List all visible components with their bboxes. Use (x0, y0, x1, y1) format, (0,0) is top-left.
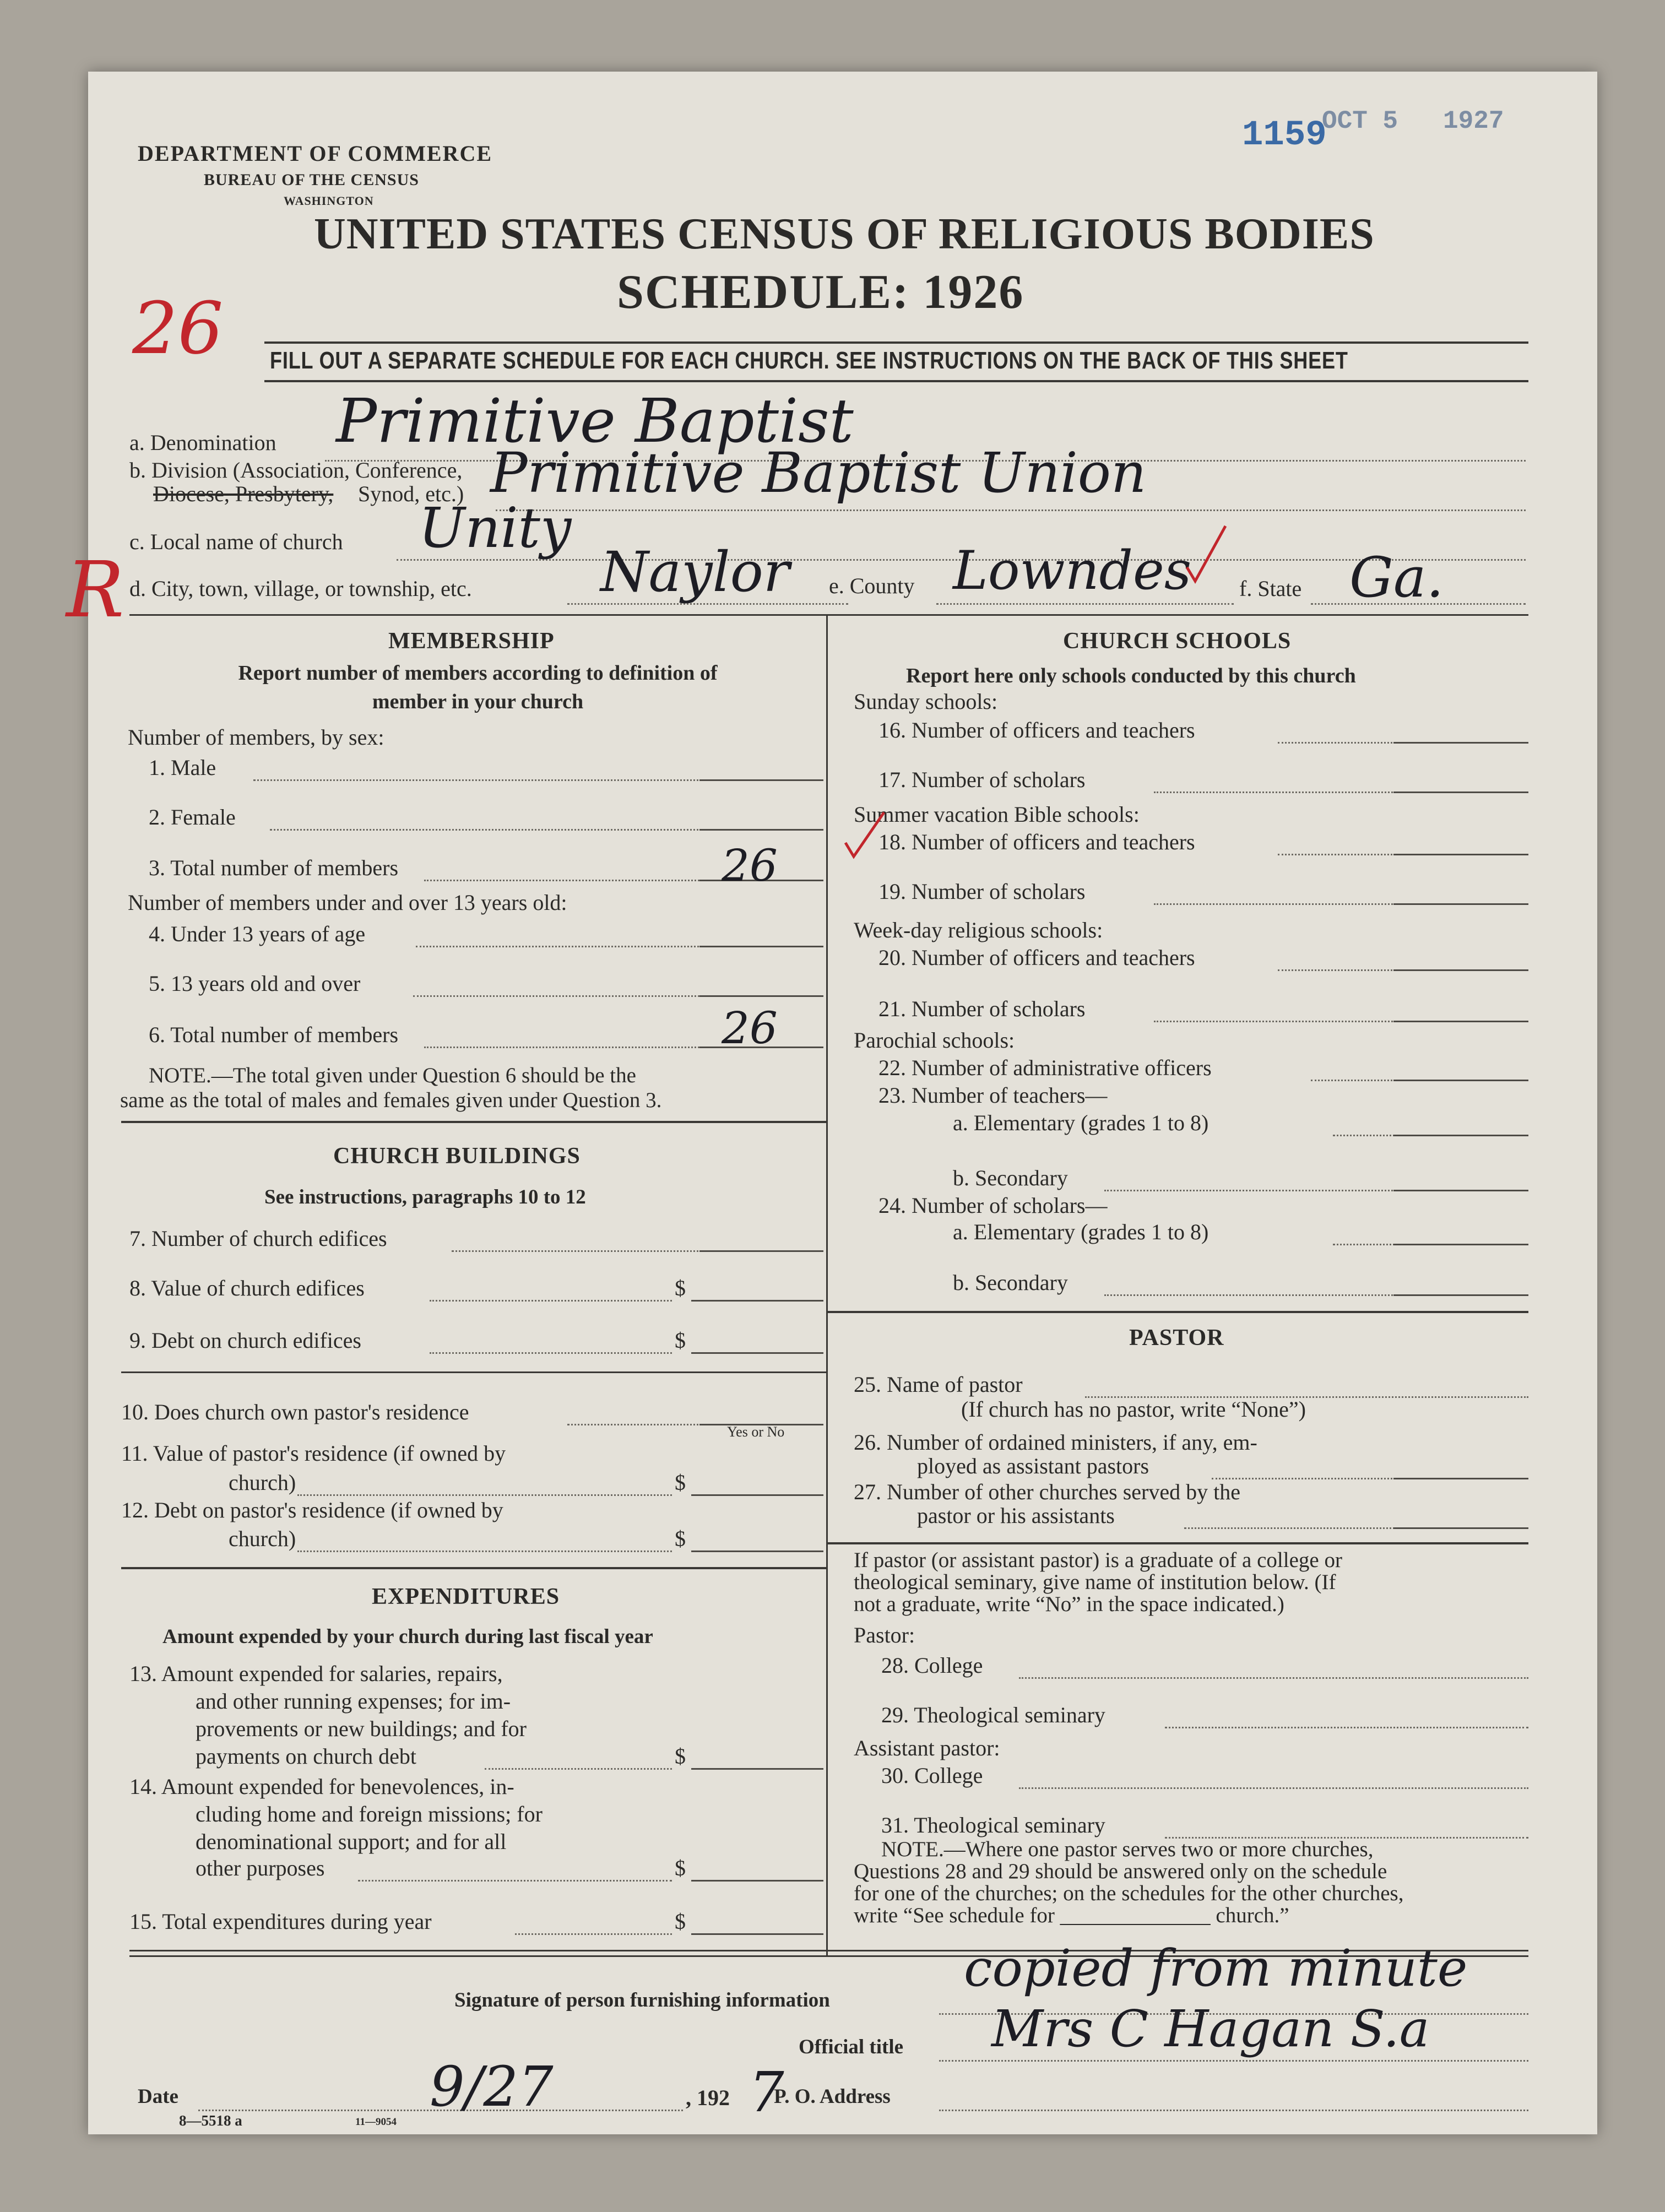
po-address-line[interactable] (939, 2110, 1528, 2111)
q14-dollar: $ (675, 1856, 686, 1880)
q11-label-1: 11. Value of pastor's residence (if owned by (121, 1441, 506, 1466)
po-address-label: P. O. Address (774, 2085, 891, 2108)
expenditures-rule (121, 1567, 826, 1569)
summer-schools-label: Summer vacation Bible schools: (854, 802, 1140, 827)
q17-label: 17. Number of scholars (878, 767, 1086, 792)
q9-answer-line[interactable] (691, 1352, 823, 1354)
date-value[interactable]: 9/27 (430, 2054, 554, 2119)
buildings-subtitle: See instructions, paragraphs 10 to 12 (264, 1186, 586, 1208)
buildings-mid-rule (121, 1371, 826, 1373)
q4-answer-line[interactable] (699, 946, 823, 947)
q16-leader (1278, 742, 1399, 744)
q23b-leader (1104, 1190, 1399, 1191)
q28-line[interactable] (1019, 1677, 1528, 1679)
stamp-year: 1927 (1443, 107, 1504, 135)
q13-label-1: 13. Amount expended for salaries, repairs, (129, 1661, 503, 1686)
division-value[interactable]: Primitive Baptist Union (490, 441, 1147, 505)
county-label: e. County (829, 573, 915, 598)
q19-answer-line[interactable] (1393, 903, 1528, 905)
q22-leader (1311, 1080, 1399, 1081)
q3-total-label: 3. Total number of members (149, 855, 399, 880)
local-name-label: c. Local name of church (129, 529, 343, 554)
q11-leader (297, 1494, 672, 1496)
assistant-subhead: Assistant pastor: (854, 1736, 1000, 1760)
q9-label: 9. Debt on church edifices (129, 1328, 361, 1353)
q23a-answer-line[interactable] (1393, 1135, 1528, 1136)
q23b-answer-line[interactable] (1393, 1190, 1528, 1191)
q29-label: 29. Theological seminary (881, 1703, 1105, 1727)
q20-answer-line[interactable] (1393, 969, 1528, 971)
q6-total-value[interactable]: 26 (722, 1002, 778, 1054)
date-label: Date (138, 2085, 178, 2108)
graduate-rule (828, 1542, 1528, 1544)
q11-dollar: $ (675, 1470, 686, 1495)
instruction-banner: FILL OUT A SEPARATE SCHEDULE FOR EACH CHURCH. SEE INSTRUCTIONS ON THE BACK OF THIS SHEET (270, 347, 1348, 374)
stamp-number: 1159 (1242, 116, 1327, 155)
q9-leader (430, 1352, 672, 1354)
q14-label-4: other purposes (196, 1856, 325, 1880)
q27-answer-line[interactable] (1393, 1527, 1528, 1529)
q7-answer-line[interactable] (699, 1250, 823, 1252)
q21-answer-line[interactable] (1393, 1021, 1528, 1022)
q24a-leader (1333, 1244, 1399, 1245)
pastor-subhead: Pastor: (854, 1623, 915, 1647)
q16-answer-line[interactable] (1393, 742, 1528, 744)
q11-answer-line[interactable] (691, 1494, 823, 1496)
q27-label-1: 27. Number of other churches served by the (854, 1479, 1240, 1504)
q3-leader (424, 880, 716, 881)
expenditures-subtitle: Amount expended by your church during last fiscal year (162, 1625, 653, 1648)
q15-dollar: $ (675, 1909, 686, 1934)
column-divider (826, 616, 828, 1957)
q7-leader (452, 1250, 716, 1252)
q25-note: (If church has no pastor, write “None”) (961, 1397, 1306, 1422)
q5-over13-label: 5. 13 years old and over (149, 971, 361, 996)
bureau-label: BUREAU OF THE CENSUS (204, 171, 419, 189)
check-mark-icon (1184, 523, 1228, 584)
q30-label: 30. College (881, 1763, 983, 1788)
q12-answer-line[interactable] (691, 1550, 823, 1552)
local-name-value[interactable]: Unity (419, 496, 572, 560)
q15-label: 15. Total expenditures during year (129, 1909, 432, 1934)
q24b-label: b. Secondary (953, 1270, 1068, 1295)
q20-label: 20. Number of officers and teachers (878, 945, 1195, 970)
pastor-note-2: Questions 28 and 29 should be answered only on the schedule (854, 1859, 1387, 1883)
q10-label: 10. Does church own pastor's residence (121, 1400, 469, 1424)
membership-subtitle-2: member in your church (372, 690, 584, 713)
q12-label-1: 12. Debt on pastor's residence (if owned by (121, 1498, 503, 1522)
check-mark-icon (843, 810, 887, 859)
q15-answer-line[interactable] (691, 1933, 823, 1935)
q24b-leader (1104, 1294, 1399, 1296)
form-number: 8—5518 a (179, 2112, 242, 2129)
members-by-sex-label: Number of members, by sex: (128, 725, 384, 750)
city-value[interactable]: Naylor (600, 540, 790, 604)
q31-label: 31. Theological seminary (881, 1813, 1105, 1837)
q27-label-2: pastor or his assistants (917, 1503, 1115, 1528)
q2-female-label: 2. Female (149, 805, 236, 829)
q26-answer-line[interactable] (1393, 1478, 1528, 1479)
expenditures-title: EXPENDITURES (372, 1584, 560, 1609)
buildings-title: CHURCH BUILDINGS (333, 1143, 581, 1169)
membership-subtitle-1: Report number of members according to definition of (238, 662, 718, 685)
q19-label: 19. Number of scholars (878, 879, 1086, 904)
denomination-label: a. Denomination (129, 430, 276, 455)
denomination-value[interactable]: Primitive Baptist (336, 386, 854, 456)
q22-answer-line[interactable] (1393, 1080, 1528, 1081)
section-rule-top (129, 614, 1528, 616)
pastor-note-3: for one of the churches; on the schedules for the other churches, (854, 1882, 1404, 1905)
q21-leader (1154, 1021, 1399, 1022)
buildings-rule (121, 1121, 826, 1123)
state-value[interactable]: Ga. (1349, 545, 1444, 610)
q23-label: 23. Number of teachers— (878, 1083, 1108, 1108)
q24b-answer-line[interactable] (1393, 1294, 1528, 1296)
q6-total-label: 6. Total number of members (149, 1022, 399, 1047)
division-label-line1: b. Division (Association, Conference, (129, 458, 463, 482)
q8-answer-line[interactable] (691, 1300, 823, 1302)
year-prefix: , 192 (686, 2085, 730, 2110)
q27-leader (1184, 1527, 1399, 1529)
official-title-label: Official title (799, 2036, 904, 2058)
form-title: UNITED STATES CENSUS OF RELIGIOUS BODIES (314, 210, 1375, 258)
graduate-note-3: not a graduate, write “No” in the space indicated.) (854, 1592, 1284, 1616)
header-rule-top (264, 341, 1528, 344)
official-title-line (939, 2060, 1528, 2062)
division-label-struck: Diocese, Presbytery, (153, 481, 334, 506)
division-label-line2: Synod, etc.) (358, 481, 464, 506)
q22-label: 22. Number of administrative officers (878, 1055, 1212, 1080)
city-label: WASHINGTON (284, 194, 374, 208)
header-rule-bottom (264, 380, 1528, 382)
census-schedule-sheet (66, 72, 1597, 2134)
q13-label-2: and other running expenses; for im- (196, 1689, 511, 1714)
state-label: f. State (1239, 576, 1302, 601)
q25-label: 25. Name of pastor (854, 1372, 1023, 1397)
q10-leader (567, 1424, 716, 1425)
q15-leader (515, 1933, 672, 1935)
signature-label: Signature of person furnishing information (454, 1989, 830, 2012)
department-label: DEPARTMENT OF COMMERCE (138, 141, 493, 166)
q1-male-label: 1. Male (149, 755, 216, 780)
q17-leader (1154, 791, 1399, 793)
q7-label: 7. Number of church edifices (129, 1226, 387, 1251)
q24a-label: a. Elementary (grades 1 to 8) (953, 1219, 1209, 1244)
q8-label: 8. Value of church edifices (129, 1276, 365, 1300)
q5-answer-line[interactable] (699, 995, 823, 997)
q13-dollar: $ (675, 1744, 686, 1769)
q14-answer-line[interactable] (691, 1880, 823, 1882)
q14-label-2: cluding home and foreign missions; for (196, 1802, 543, 1826)
q8-dollar: $ (675, 1276, 686, 1300)
q6-leader (424, 1047, 716, 1048)
graduate-note-2: theological seminary, give name of institution below. (If (854, 1570, 1336, 1594)
q21-label: 21. Number of scholars (878, 996, 1086, 1021)
q16-label: 16. Number of officers and teachers (878, 718, 1195, 742)
q18-label: 18. Number of officers and teachers (878, 829, 1195, 854)
sunday-schools-label: Sunday schools: (854, 689, 998, 714)
membership-note-2: same as the total of males and females given under Question 3. (120, 1088, 662, 1112)
q13-label-4: payments on church debt (196, 1744, 416, 1769)
q18-leader (1278, 854, 1399, 855)
membership-note-1: NOTE.—The total given under Question 6 should be the (149, 1064, 636, 1087)
pastor-title: PASTOR (1129, 1325, 1224, 1351)
q23a-label: a. Elementary (grades 1 to 8) (953, 1110, 1209, 1135)
q20-leader (1278, 969, 1399, 971)
q13-answer-line[interactable] (691, 1768, 823, 1770)
stamp-date: OCT 5 (1322, 107, 1398, 135)
q24a-answer-line[interactable] (1393, 1244, 1528, 1245)
q1-leader (253, 779, 716, 781)
q23b-label: b. Secondary (953, 1165, 1068, 1190)
q2-answer-line[interactable] (699, 829, 823, 831)
q26-label-1: 26. Number of ordained ministers, if any, em- (854, 1430, 1257, 1455)
print-code: 11—9054 (355, 2116, 397, 2128)
membership-title: MEMBERSHIP (388, 628, 555, 654)
county-line (936, 603, 1234, 605)
q28-label: 28. College (881, 1653, 983, 1678)
q29-line[interactable] (1165, 1727, 1528, 1728)
q9-dollar: $ (675, 1328, 686, 1353)
year-digit[interactable]: 7 (749, 2060, 784, 2124)
q30-line[interactable] (1019, 1787, 1528, 1789)
q12-dollar: $ (675, 1526, 686, 1551)
q11-label-2: church) (229, 1470, 296, 1495)
q13-leader (485, 1768, 672, 1770)
parochial-schools-label: Parochial schools: (854, 1028, 1015, 1053)
pastor-rule (828, 1311, 1528, 1313)
schools-subtitle: Report here only schools conducted by this church (906, 664, 1356, 687)
q4-leader (416, 946, 716, 947)
county-value[interactable]: Lowndes (953, 540, 1192, 601)
q13-label-3: provements or new buildings; and for (196, 1716, 527, 1741)
q14-leader (358, 1880, 672, 1882)
q19-leader (1154, 903, 1399, 905)
yes-no-hint: Yes or No (727, 1424, 785, 1440)
schools-title: CHURCH SCHOOLS (1063, 628, 1292, 654)
pastor-note-1: NOTE.—Where one pastor serves two or more churches, (881, 1837, 1374, 1861)
pastor-note-4: write “See schedule for ______________ church.” (854, 1904, 1289, 1927)
q8-leader (430, 1300, 672, 1302)
q24-label: 24. Number of scholars— (878, 1193, 1108, 1218)
official-title-value[interactable]: Mrs C Hagan S.a (991, 1999, 1430, 2058)
q14-label-1: 14. Amount expended for benevolences, in- (129, 1774, 514, 1799)
signature-value[interactable]: copied from minute (964, 1939, 1468, 1998)
q14-label-3: denominational support; and for all (196, 1829, 507, 1854)
members-by-age-label: Number of members under and over 13 years old: (128, 890, 567, 915)
q17-answer-line[interactable] (1393, 791, 1528, 793)
weekday-schools-label: Week-day religious schools: (854, 918, 1103, 942)
red-handwritten-number: 26 (132, 286, 224, 370)
q23a-leader (1333, 1135, 1399, 1136)
division-line (496, 509, 1526, 511)
schedule-title: SCHEDULE: 1926 (617, 265, 1024, 319)
q2-leader (270, 829, 716, 831)
q18-answer-line[interactable] (1393, 854, 1528, 855)
q4-under13-label: 4. Under 13 years of age (149, 921, 366, 946)
q12-label-2: church) (229, 1526, 296, 1551)
q26-label-2: ployed as assistant pastors (917, 1454, 1149, 1478)
q5-leader (413, 995, 716, 997)
q12-leader (297, 1550, 672, 1552)
q3-total-value[interactable]: 26 (722, 840, 778, 891)
graduate-note-1: If pastor (or assistant pastor) is a graduate of a college or (854, 1548, 1342, 1572)
red-handwritten-mark: R (66, 545, 124, 635)
city-label: d. City, town, village, or township, etc. (129, 576, 472, 601)
q1-answer-line[interactable] (699, 779, 823, 781)
